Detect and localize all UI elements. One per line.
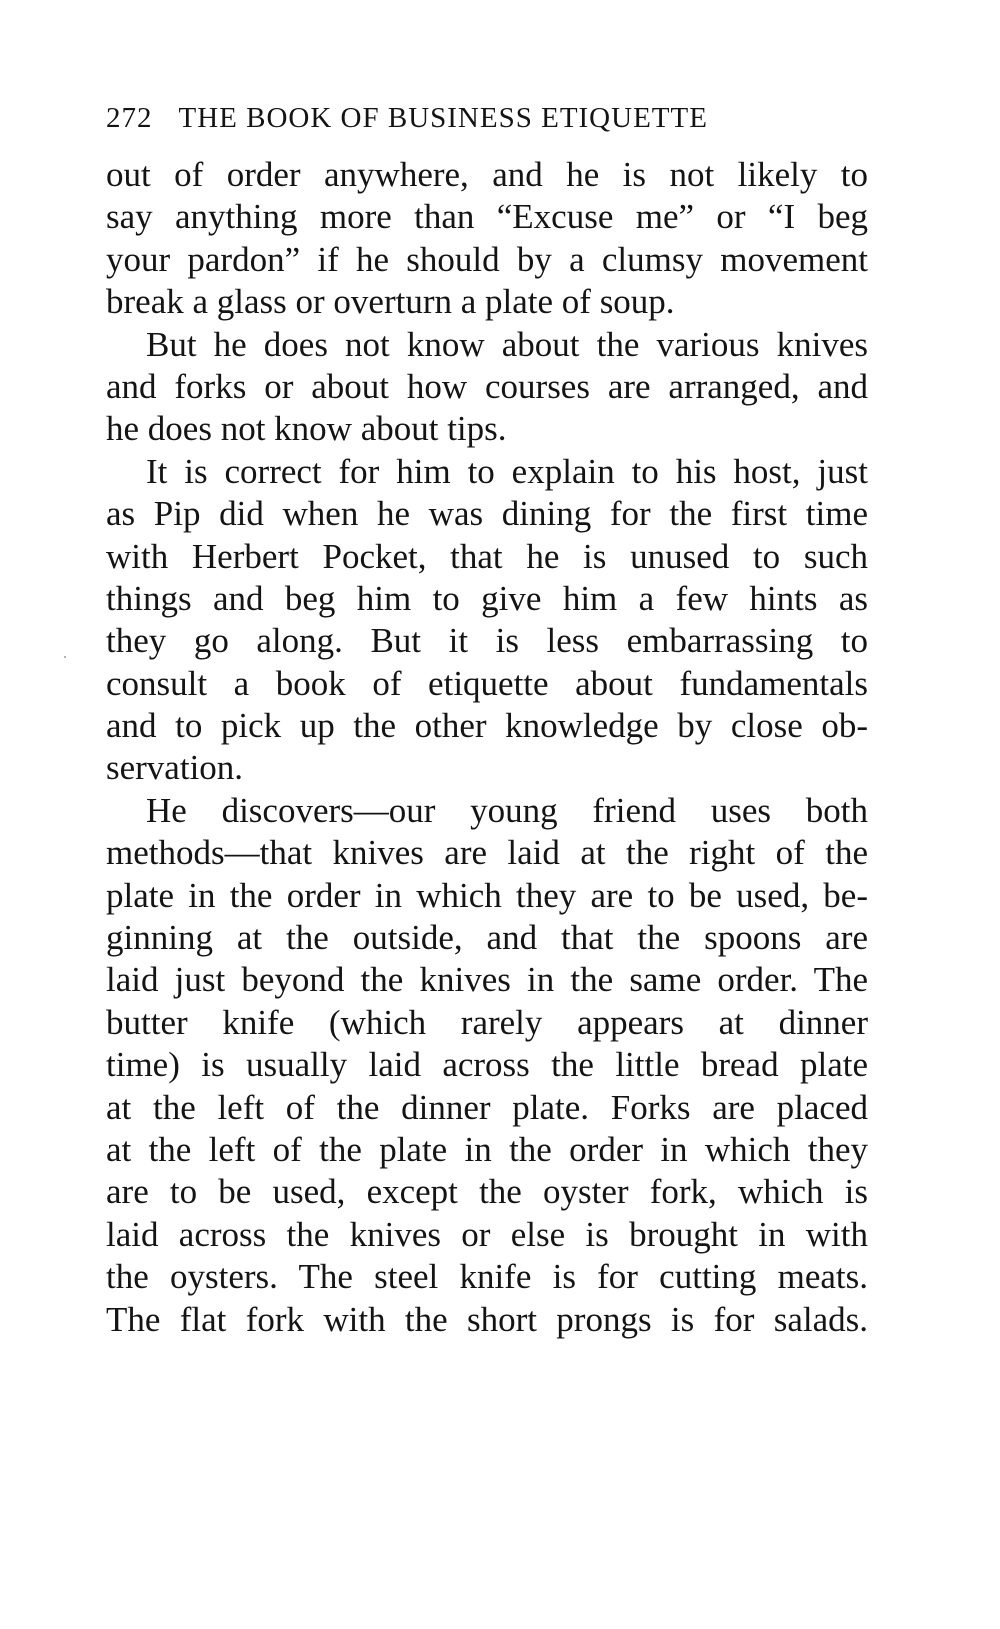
text-line: he does not know about tips.	[106, 409, 507, 449]
paragraph-4	[106, 790, 868, 1341]
text-line: consult a book of etiquette about fundamentals	[106, 663, 868, 703]
text-line: time) is usually laid across the little bread plate	[106, 1045, 868, 1085]
page-number: 272	[106, 102, 153, 134]
text-line: laid just beyond the knives in the same order. The	[106, 960, 868, 1000]
text-line: the oysters. The steel knife is for cutting meats.	[106, 1257, 868, 1297]
text-line: methods—that knives are laid at the right of the	[106, 833, 868, 873]
text-line: laid across the knives or else is brought in with	[106, 1214, 868, 1254]
text-line: But he does not know about the various knives	[146, 324, 868, 364]
text-line: break a glass or overturn a plate of soup.	[106, 282, 675, 322]
text-line: at the left of the plate in the order in which they	[106, 1129, 868, 1169]
text-line: things and beg him to give him a few hints as	[106, 578, 868, 618]
text-line: and to pick up the other knowledge by close ob-	[106, 706, 868, 746]
text-line: and forks or about how courses are arranged, and	[106, 366, 868, 406]
text-line: It is correct for him to explain to his host, just	[146, 451, 868, 491]
paragraph-3	[106, 451, 868, 790]
text-line: He discovers—our young friend uses both	[146, 790, 868, 830]
text-line: The flat fork with the short prongs is for salads.	[106, 1299, 868, 1339]
paragraph-1	[106, 154, 868, 324]
text-line: ginning at the outside, and that the spoons are	[106, 918, 868, 958]
running-head	[106, 98, 866, 138]
text-line: plate in the order in which they are to be used, be-	[106, 875, 868, 915]
text-line: say anything more than “Excuse me” or “I beg	[106, 197, 868, 237]
running-title: THE BOOK OF BUSINESS ETIQUETTE	[178, 102, 708, 134]
text-line: with Herbert Pocket, that he is unused to such	[106, 536, 868, 576]
text-line: at the left of the dinner plate. Forks are placed	[106, 1087, 868, 1127]
text-line: they go along. But it is less embarrassing to	[106, 621, 868, 661]
text-line: your pardon” if he should by a clumsy movement	[106, 239, 868, 279]
text-line: out of order anywhere, and he is not likely to	[106, 155, 868, 194]
text-line: servation.	[106, 748, 244, 788]
print-speck	[64, 656, 66, 658]
body-text	[106, 154, 868, 1341]
paragraph-2	[106, 324, 868, 451]
text-line: are to be used, except the oyster fork, which is	[106, 1172, 868, 1212]
text-line: as Pip did when he was dining for the first time	[106, 494, 868, 534]
text-line: butter knife (which rarely appears at dinner	[106, 1002, 868, 1042]
